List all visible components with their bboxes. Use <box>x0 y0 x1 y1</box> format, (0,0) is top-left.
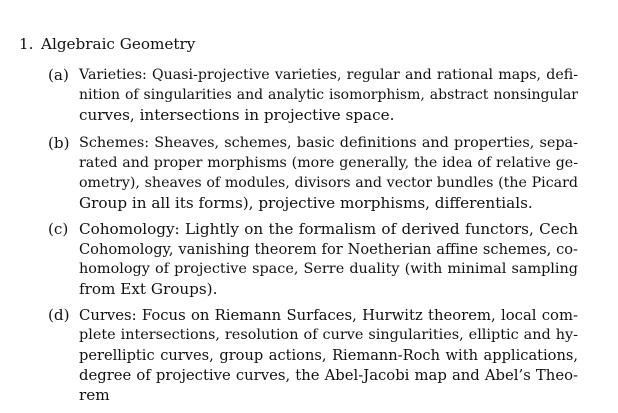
item-label: (a) <box>48 66 69 84</box>
item-text-line: homology of projective space, Serre duality (with minimal sampling <box>79 261 578 277</box>
item-text-line: Schemes: Sheaves, schemes, basic definitions and properties, sepa- <box>79 135 578 151</box>
item-text-line: perelliptic curves, group actions, Riemann-Roch with applications, <box>79 347 578 364</box>
item-text-line: Cohomology: Lightly on the formalism of derived functors, Cech <box>79 220 578 238</box>
item-text-line: Group in all its forms), projective morphisms, differentials. <box>79 194 533 212</box>
item-text-line: plete intersections, resolution of curve singularities, elliptic and hy- <box>79 327 578 343</box>
item-label: (c) <box>48 220 69 238</box>
item-label: (d) <box>48 306 70 324</box>
item-text-line: ometry), sheaves of modules, divisors and vector bundles (the Picard <box>79 175 578 191</box>
section-heading <box>19 35 195 54</box>
item-text-line: degree of projective curves, the Abel-Jacobi map and Abel’s Theo- <box>79 367 578 384</box>
item-text-line: curves, intersections in projective space. <box>79 106 395 124</box>
section-number: 1. <box>19 35 34 53</box>
item-text-line: Curves: Focus on Riemann Surfaces, Hurwitz theorem, local com- <box>79 307 578 324</box>
item-text-line: Varieties: Quasi-projective varieties, regular and rational maps, defi- <box>79 67 578 83</box>
item-text-line: rated and proper morphisms (more generally, the idea of relative ge- <box>79 155 578 171</box>
item-text-line: rem <box>79 386 110 404</box>
section-title: Algebraic Geometry <box>41 35 196 53</box>
item-text-line: Cohomology, vanishing theorem for Noetherian affine schemes, co- <box>79 241 578 258</box>
item-label: (b) <box>48 134 70 152</box>
item-text-line: from Ext Groups). <box>79 280 218 298</box>
item-text-line: nition of singularities and analytic isomorphism, abstract nonsingular <box>79 87 578 103</box>
